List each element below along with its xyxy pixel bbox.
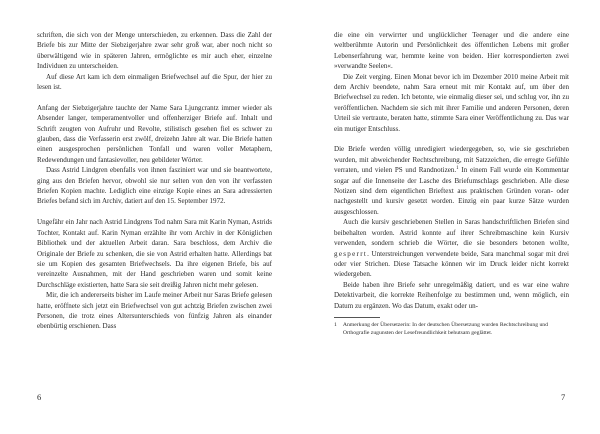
footnote-rule <box>334 317 380 318</box>
paragraph-text: . Unterstreichungen verwendete beide, Sara manchmal sogar mit drei oder vier Strichen. Diese Tatsache können wir im Druck leider nicht korrekt wiedergeben. <box>334 249 569 279</box>
paragraph: Auf diese Art kam ich dem einmaligen Briefwechsel auf die Spur, der hier zu lesen ist. <box>37 72 272 92</box>
paragraph: Ungefähr ein Jahr nach Astrid Lindgrens Tod nahm Sara mit Karin Nyman, Astrids Tochter, Kontakt auf. Karin Nyman erzählte ihr vom Archiv in der Königlichen Bibliothek und der aktuellen Arbeit daran. Sara beschloss, dem Archiv die Originale der Briefe zu schenken, die sie von Astrid erhalten hatte. Allerdings bat sie um Kopien des gesamten Briefwechsels. Da ihre eigenen Briefe, bis auf vereinzelte Ausnahmen, mit der Hand geschrieben waren und somit keine Durchschläge existierten, hatte Sara sie seit dreißig Jahren nicht mehr gelesen. <box>37 218 272 289</box>
footnote <box>334 321 569 337</box>
paragraph-text: Auch die kursiv geschriebenen Stellen in Saras handschriftlichen Briefen sind beibehalten worden. Astrid konnte auf ihrer Schreibmaschine kein Kursiv verwenden, sondern schrieb die Wörter, die sie besonders betonen wollte, <box>334 218 569 248</box>
paragraph <box>334 217 569 279</box>
paragraph: Mir, die ich andererseits bisher im Laufe meiner Arbeit nur Saras Briefe gelesen hatte, eröffnete sich jetzt ein Briefwechsel von gut achtzig Briefen zwischen zwei Personen, die trotz eines Altersunterschieds von fünfzig Jahren als einander ebenbürtig erschienen. Dass <box>37 291 272 331</box>
page-number-left: 6 <box>37 392 42 402</box>
paragraph <box>334 144 569 217</box>
paragraph: Anfang der Siebzigerjahre tauchte der Name Sara Ljungcrantz immer wieder als Absender langer, temperamentvoller und offenherziger Briefe auf. Inhalt und Schrift zeugten von Aufruhr und Revolte, stilistisch gesehen fiel es schwer zu glauben, dass die Verfasserin erst zwölf, dreizehn Jahre alt war. Die Briefe hatten einen ausgesprochen persönlichen Tonfall und waren voller Metaphern, Redewendungen und fantasievoller, neu gebildeter Wörter. <box>37 103 272 164</box>
right-page <box>300 0 600 434</box>
paragraph: die eine ein verwirrter und unglücklicher Teenager und die andere eine weltberühmte Autorin und Persönlichkeit des öffentlichen Lebens mit großer Lebenserfahrung war, hemmte keine von beiden. Hier korrespondierten zwei »verwandte Seelen«. <box>334 31 569 71</box>
paragraph: Die Zeit verging. Einen Monat bevor ich im Dezember 2010 meine Arbeit mit dem Archiv beendete, nahm Sara erneut mit mir Kontakt auf, um über den Briefwechsel zu reden. Ich betonte, wie einmalig dieser sei, und schlug vor, ihn zu veröffentlichen. Nachdem sie sich mit ihrer Familie und anderen Personen, deren Urteil sie vertraute, beraten hatte, stimmte Sara einer Veröffentlichung zu. Das war ein mutiger Entschluss. <box>334 72 569 133</box>
paragraph-text: In einem Fall wurde ein Kommentar sogar auf die Innenseite der Lasche des Briefumschlags geschrieben. Alle diese Notizen sind dem eigentlichen Brieftext aus praktischen Gründen voran- oder nachgestellt und kursiv gesetzt worden. Einzig ein paar kurze Sätze wurden ausgeschlossen. <box>334 166 569 216</box>
page-number-right: 7 <box>561 392 566 402</box>
left-page-text <box>37 30 272 332</box>
paragraph-text: Die Briefe werden völlig unredigiert wiedergegeben, so, wie sie geschrieben wurden, mit abweichender Rechtschreibung, mit Satzzeichen, die erregte Gefühle verraten, und vielen PS und Randnotizen. <box>334 145 569 175</box>
spaced-word: gesperrt <box>334 249 368 258</box>
right-page-text <box>334 30 569 337</box>
footnote-text: Anmerkung der Übersetzerin: In der deutschen Übersetzung wurden Rechtschreibung und Orthografie zugunsten der Lesefreundlichkeit behutsam geglättet. <box>342 321 548 336</box>
paragraph: Dass Astrid Lindgren ebenfalls von ihnen fasziniert war und sie beantwortete, ging aus den Briefen hervor, obwohl sie nur selten von den von ihr verfassten Briefen Kopien machte. Lediglich eine einzige Kopie eines an Sara adressierten Briefes befand sich im Archiv, datiert auf den 15. September 1972. <box>37 166 272 206</box>
footnote-number: 1 <box>334 321 337 328</box>
paragraph: Beide haben ihre Briefe sehr unregelmäßig datiert, und es war eine wahre Detektivarbeit, die korrekte Reihenfolge zu bestimmen und, wenn möglich, ein Datum zu ergänzen. Wo das Datum, exakt oder un- <box>334 280 569 310</box>
paragraph: schriften, die sich von der Menge unterschieden, zu erkennen. Dass die Zahl der Briefe bis zur Mitte der Siebzigerjahre zwar sehr groß war, aber noch nicht so überwältigend wie in späteren Jahren, ermöglichte es mir auch eher, einzelne Individuen zu unterscheiden. <box>37 31 272 71</box>
footnote-marker: 1 <box>456 166 459 172</box>
